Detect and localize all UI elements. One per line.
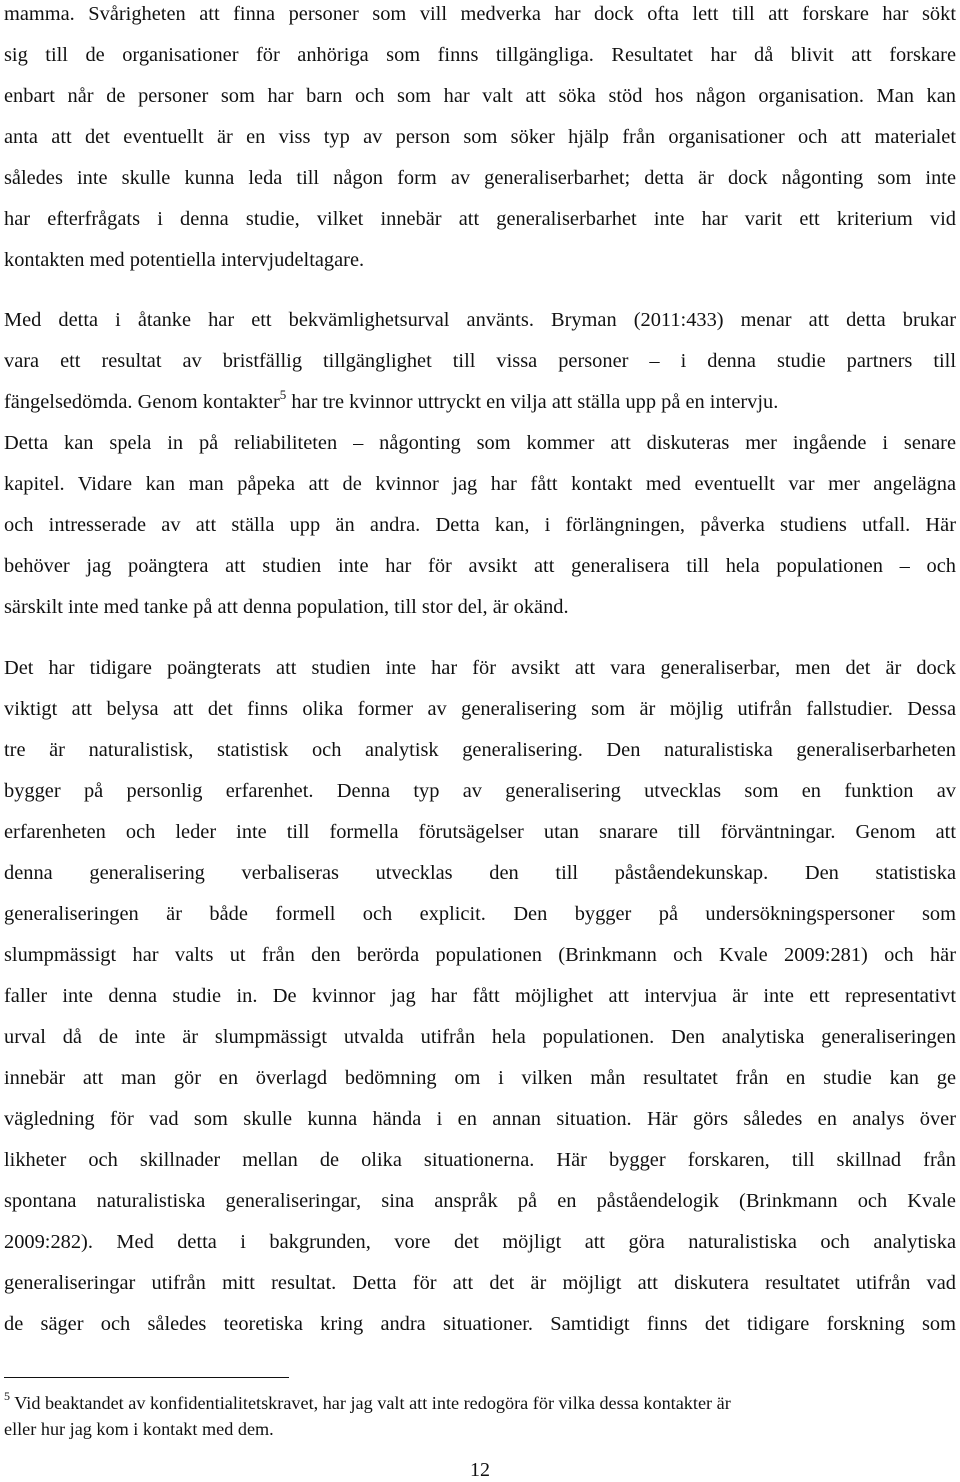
text-line: sig till de organisationer för anhöriga som finns tillgängliga. Resultatet har då blivit att forskare	[4, 44, 956, 66]
text-line: anta att det eventuellt är en viss typ av person som söker hjälp från organisationer och att materialet	[4, 126, 956, 148]
text-line: faller inte denna studie in. De kvinnor jag har fått möjlighet att intervjua är inte ett representativt	[4, 985, 956, 1007]
text-line: 2009:282). Med detta i bakgrunden, vore det möjligt att göra naturalistiska och analytiska	[4, 1231, 956, 1253]
text-line: kapitel. Vidare kan man påpeka att de kvinnor jag har fått kontakt med eventuellt var mer angelägna	[4, 473, 956, 495]
footnote-text: Vid beaktandet av konfidentialitetskravet, har jag valt att inte redogöra för vilka dessa kontakter är	[10, 1393, 731, 1413]
page-number: 12	[470, 1459, 490, 1481]
footnote-marker: 5	[4, 1388, 10, 1403]
text-line: behöver jag poängtera att studien inte har för avsikt att generalisera till hela populationen – och	[4, 555, 956, 577]
text-line: generaliseringar utifrån mitt resultat. Detta för att det är möjligt att diskutera resultatet utifrån vad	[4, 1272, 956, 1294]
text-line: kontakten med potentiella intervjudeltagare.	[4, 249, 365, 271]
text-line: mamma. Svårigheten att finna personer som vill medverka har dock ofta lett till att forskare har sökt	[4, 3, 956, 25]
footnote-reference[interactable]: 5	[279, 387, 287, 403]
footnote-line	[4, 1390, 956, 1416]
text-line: bygger på personlig erfarenhet. Denna typ av generalisering utvecklas som en funktion av	[4, 780, 956, 802]
text-line: Med detta i åtanke har ett bekvämlighetsurval använts. Bryman (2011:433) menar att detta brukar	[4, 309, 956, 331]
footnote	[4, 1390, 956, 1442]
text-line: likheter och skillnader mellan de olika situationerna. Här bygger forskaren, till skillnad från	[4, 1149, 956, 1171]
text-line: Det har tidigare poängterats att studien inte har för avsikt att vara generaliserbar, men det är dock	[4, 657, 956, 679]
footnote-separator	[4, 1377, 289, 1378]
text-line: viktigt att belysa att det finns olika former av generalisering som är möjlig utifrån fallstudier. Dessa	[4, 698, 956, 720]
text-line: vara ett resultat av bristfällig tillgänglighet till vissa personer – i denna studie partners till	[4, 350, 956, 372]
text-line: de säger och således teoretiska kring andra situationer. Samtidigt finns det tidigare forskning som	[4, 1313, 956, 1335]
text-line: urval då de inte är slumpmässigt utvalda utifrån hela populationen. Den analytiska generaliseringen	[4, 1026, 956, 1048]
text-line: enbart når de personer som har barn och som har valt att söka stöd hos någon organisation. Man kan	[4, 85, 956, 107]
text-line: erfarenheten och leder inte till formella förutsägelser utan snarare till förväntningar. Genom att	[4, 821, 956, 843]
text-line: slumpmässigt har valts ut från den berörda populationen (Brinkmann och Kvale 2009:281) och här	[4, 944, 956, 966]
paragraph-1	[4, 0, 956, 281]
footnote-line: eller hur jag kom i kontakt med dem.	[4, 1419, 274, 1439]
text-line: tre är naturalistisk, statistisk och analytisk generalisering. Den naturalistiska generaliserbarheten	[4, 739, 956, 761]
text-line: spontana naturalistiska generaliseringar, sina anspråk på en påståendelogik (Brinkmann och Kvale	[4, 1190, 956, 1212]
text-line: innebär att man gör en överlagd bedömning om i vilken mån resultatet från en studie kan ge	[4, 1067, 956, 1089]
text-line: denna generalisering verbaliseras utvecklas den till påståendekunskap. Den statistiska	[4, 862, 956, 884]
text-segment: har tre kvinnor uttryckt en vilja att ställa upp på en intervju.	[286, 391, 779, 413]
text-line: och intresserade av att ställa upp än andra. Detta kan, i förlängningen, påverka studiens utfall. Här	[4, 514, 956, 536]
paragraph-2	[4, 300, 956, 628]
text-line: vägledning för vad som skulle kunna hända i en annan situation. Här görs således en analys över	[4, 1108, 956, 1130]
text-line: särskilt inte med tanke på att denna population, till stor del, är okänd.	[4, 596, 569, 618]
text-line: generaliseringen är både formell och explicit. Den bygger på undersökningspersoner som	[4, 903, 956, 925]
text-line-with-footnote	[4, 382, 956, 423]
paragraph-3	[4, 648, 956, 1345]
text-segment: fängelsedömda. Genom kontakter	[4, 391, 280, 413]
text-line: Detta kan spela in på reliabiliteten – någonting som kommer att diskuteras mer ingående i senare	[4, 432, 956, 454]
text-line: således inte skulle kunna leda till någon form av generaliserbarhet; detta är dock någonting som inte	[4, 167, 956, 189]
text-line: har efterfrågats i denna studie, vilket innebär att generaliserbarhet inte har varit ett kriterium vid	[4, 208, 956, 230]
